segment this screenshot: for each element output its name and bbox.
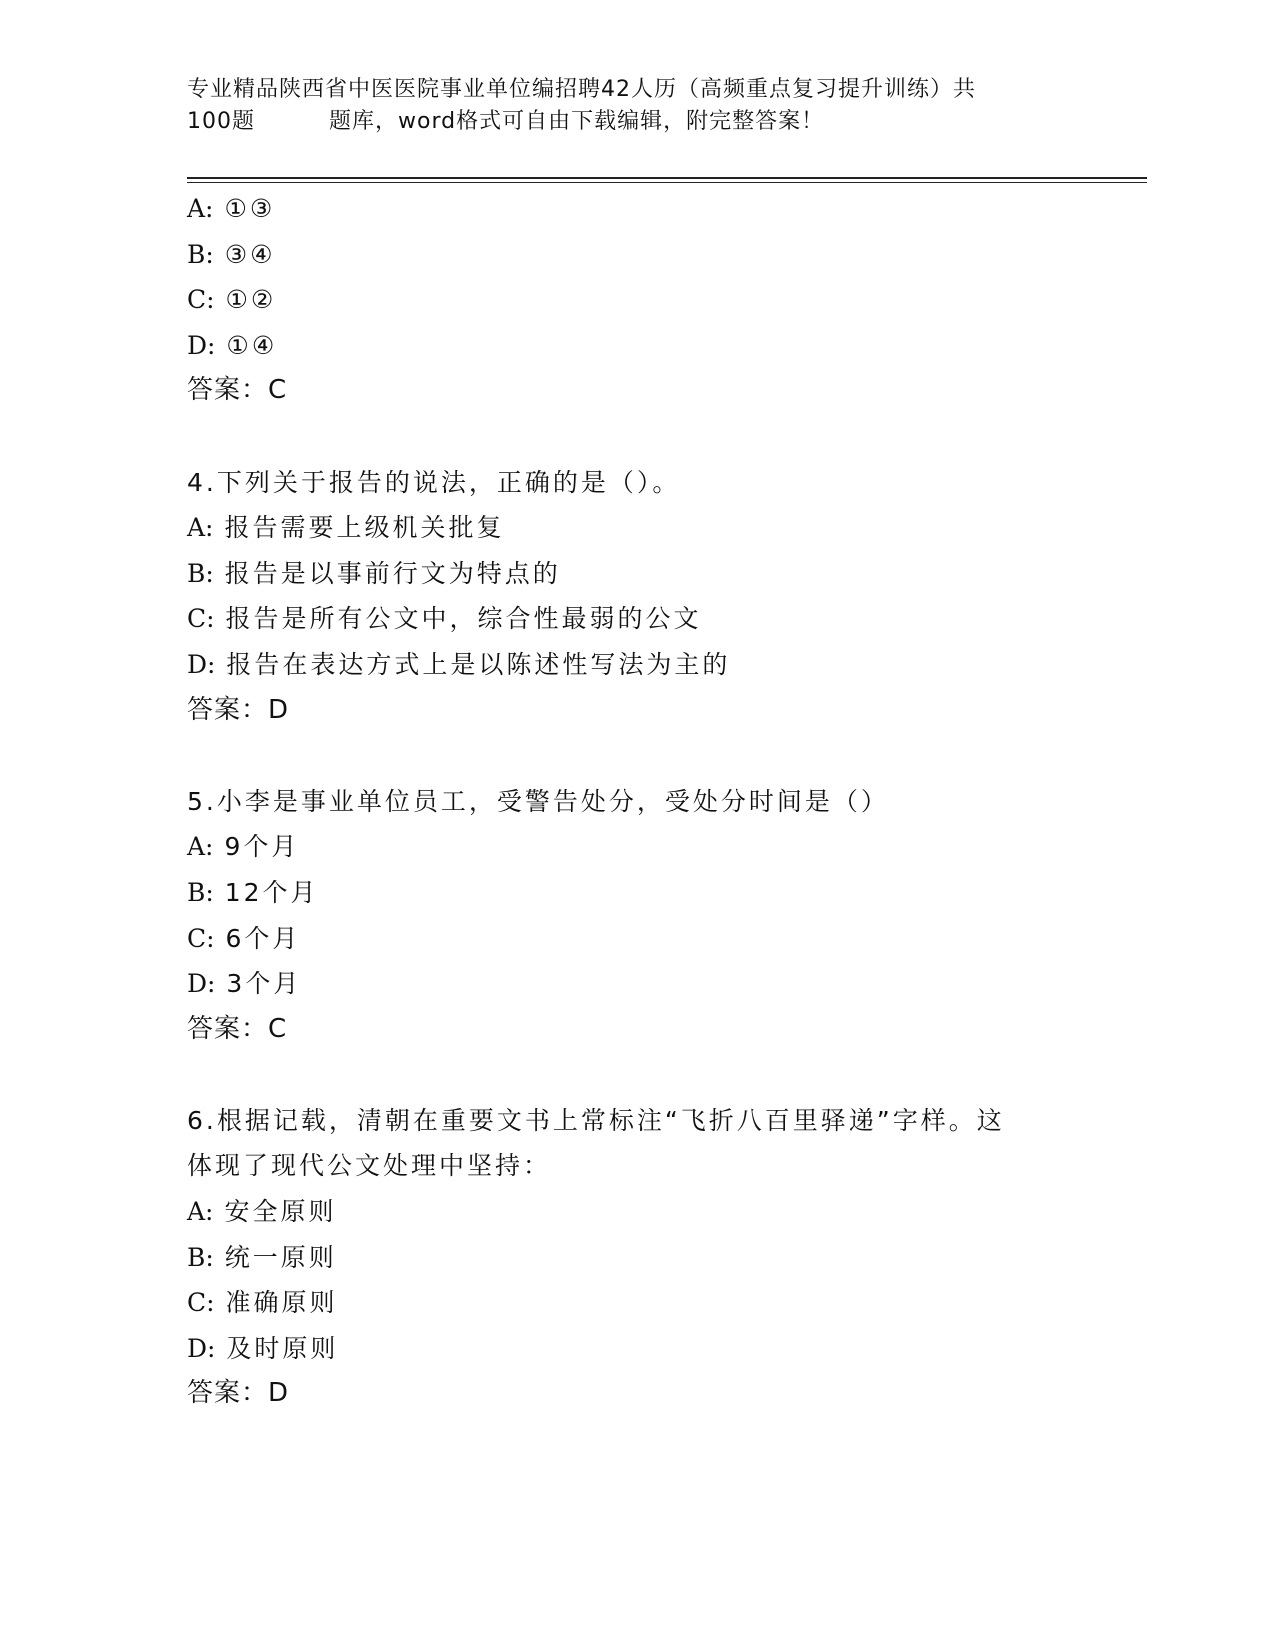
- option-b: B: 统一原则: [187, 1242, 337, 1272]
- option-d: D: 报告在表达方式上是以陈述性写法为主的: [187, 649, 731, 679]
- header-question-count: 100题: [187, 109, 255, 134]
- option-c: C: 报告是所有公文中，综合性最弱的公文: [187, 604, 702, 634]
- header-rule-thick: [187, 177, 1147, 179]
- option-d: D: 及时原则: [187, 1333, 339, 1363]
- page-header: [187, 74, 1107, 138]
- question-4: [187, 460, 1147, 734]
- question-stem: 4.下列关于报告的说法，正确的是（）。: [187, 467, 681, 497]
- option-a: A: ①③: [187, 194, 276, 223]
- option-a: A: 报告需要上级机关批复: [187, 513, 505, 543]
- option-c: C: ①②: [187, 285, 277, 315]
- option-c: C: 准确原则: [187, 1288, 338, 1318]
- option-a: A: 安全原则: [187, 1197, 337, 1227]
- header-rule-thin: [187, 182, 1147, 183]
- option-a: A: 9个月: [187, 832, 300, 862]
- header-title-line2: [187, 106, 1107, 138]
- answer: 答案：D: [187, 694, 290, 725]
- option-d: D: 3个月: [187, 969, 302, 999]
- answer: 答案：C: [187, 1013, 288, 1044]
- answer: 答案：C: [187, 375, 288, 406]
- header-description: 题库，word格式可自由下载编辑，附完整答案！: [329, 109, 825, 134]
- option-c: C: 6个月: [187, 923, 301, 953]
- header-title-line1: 专业精品陕西省中医医院事业单位编招聘42人历（高频重点复习提升训练）共: [187, 77, 976, 102]
- question-stem-line2: 体现了现代公文处理中坚持：: [187, 1151, 552, 1181]
- question-stem: 5.小李是事业单位员工，受警告处分，受处分时间是（）: [187, 786, 889, 816]
- question-3: [187, 186, 1147, 414]
- option-b: B: 报告是以事前行文为特点的: [187, 558, 561, 588]
- question-5: [187, 779, 1147, 1053]
- question-stem-line1: 6.根据记载，清朝在重要文书上常标注“飞折八百里驿递”字样。这: [187, 1105, 1005, 1135]
- question-6: [187, 1098, 1147, 1417]
- question-list: [187, 186, 1147, 1417]
- answer: 答案：D: [187, 1378, 290, 1409]
- option-d: D: ①④: [187, 330, 278, 360]
- option-b: B: 12个月: [187, 877, 319, 907]
- option-b: B: ③④: [187, 239, 276, 269]
